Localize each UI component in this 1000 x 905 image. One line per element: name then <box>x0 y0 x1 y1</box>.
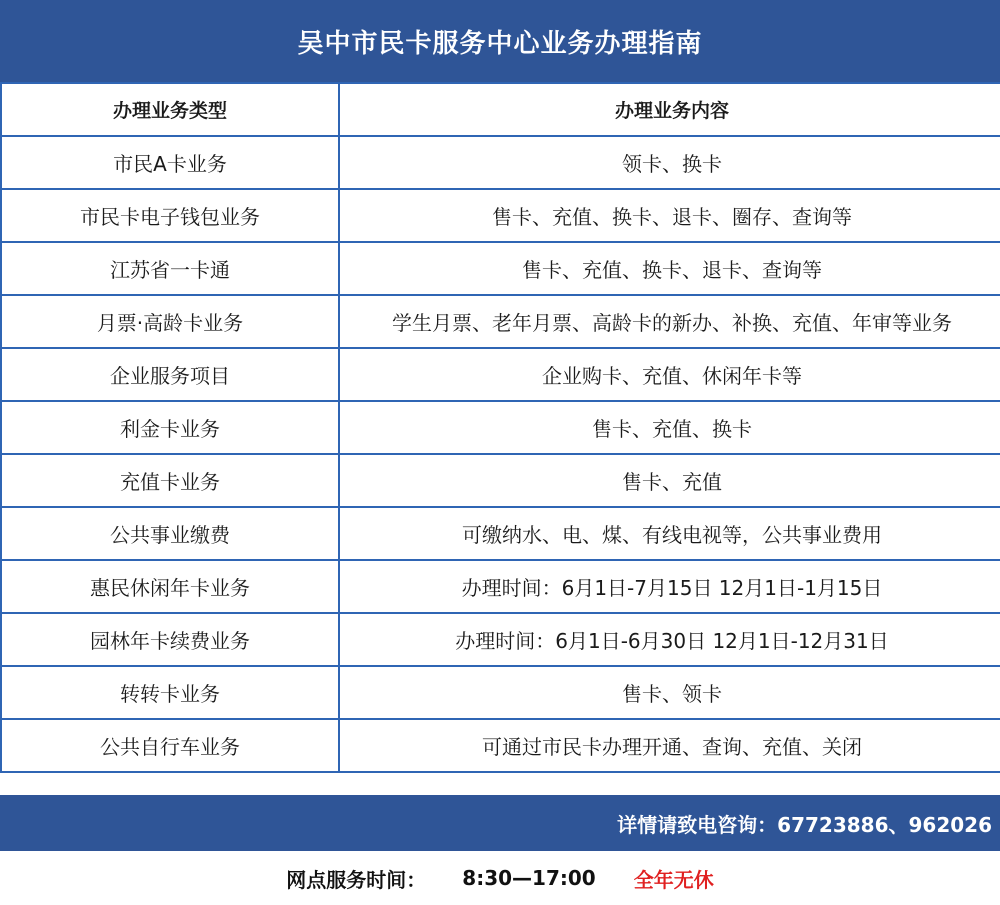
service-type-cell: 企业服务项目 <box>1 348 339 401</box>
service-content-cell: 售卡、充值 <box>339 454 1000 507</box>
service-type-cell: 转转卡业务 <box>1 666 339 719</box>
service-type-cell: 月票·高龄卡业务 <box>1 295 339 348</box>
table-row <box>1 507 1000 560</box>
service-type-cell: 利金卡业务 <box>1 401 339 454</box>
table-row <box>1 242 1000 295</box>
service-content-cell: 企业购卡、充值、休闲年卡等 <box>339 348 1000 401</box>
table-row <box>1 189 1000 242</box>
service-type-cell: 公共自行车业务 <box>1 719 339 772</box>
table-row <box>1 719 1000 772</box>
service-content-cell: 售卡、充值、换卡、退卡、圈存、查询等 <box>339 189 1000 242</box>
column-header-content: 办理业务内容 <box>339 83 1000 136</box>
service-type-cell: 充值卡业务 <box>1 454 339 507</box>
service-content-cell: 学生月票、老年月票、高龄卡的新办、补换、充值、年审等业务 <box>339 295 1000 348</box>
service-content-cell: 售卡、领卡 <box>339 666 1000 719</box>
table-row <box>1 136 1000 189</box>
service-hours-value: 8:30—17:00 <box>462 866 596 890</box>
service-hours-bar <box>0 851 1000 905</box>
service-type-cell: 市民A卡业务 <box>1 136 339 189</box>
table-header-row <box>1 83 1000 136</box>
table-row <box>1 560 1000 613</box>
table-row <box>1 401 1000 454</box>
service-hours-note: 全年无休 <box>633 867 714 892</box>
service-content-cell: 领卡、换卡 <box>339 136 1000 189</box>
table-row <box>1 454 1000 507</box>
service-content-cell: 售卡、充值、换卡 <box>339 401 1000 454</box>
service-hours-label: 网点服务时间： <box>286 867 427 892</box>
table-row <box>1 613 1000 666</box>
contact-text: 详情请致电咨询：67723886、962026 <box>617 812 992 837</box>
table-row <box>1 666 1000 719</box>
service-content-cell: 可通过市民卡办理开通、查询、充值、关闭 <box>339 719 1000 772</box>
service-content-cell: 办理时间：6月1日-6月30日 12月1日-12月31日 <box>339 613 1000 666</box>
table-row <box>1 295 1000 348</box>
page-title: 吴中市民卡服务中心业务办理指南 <box>0 0 1000 82</box>
column-header-type: 办理业务类型 <box>1 83 339 136</box>
service-type-cell: 市民卡电子钱包业务 <box>1 189 339 242</box>
service-content-cell: 办理时间：6月1日-7月15日 12月1日-1月15日 <box>339 560 1000 613</box>
service-content-cell: 售卡、充值、换卡、退卡、查询等 <box>339 242 1000 295</box>
service-type-cell: 园林年卡续费业务 <box>1 613 339 666</box>
service-type-cell: 惠民休闲年卡业务 <box>1 560 339 613</box>
service-type-cell: 公共事业缴费 <box>1 507 339 560</box>
service-content-cell: 可缴纳水、电、煤、有线电视等，公共事业费用 <box>339 507 1000 560</box>
contact-banner <box>0 795 1000 851</box>
service-table <box>0 82 1000 773</box>
table-row <box>1 348 1000 401</box>
service-type-cell: 江苏省一卡通 <box>1 242 339 295</box>
